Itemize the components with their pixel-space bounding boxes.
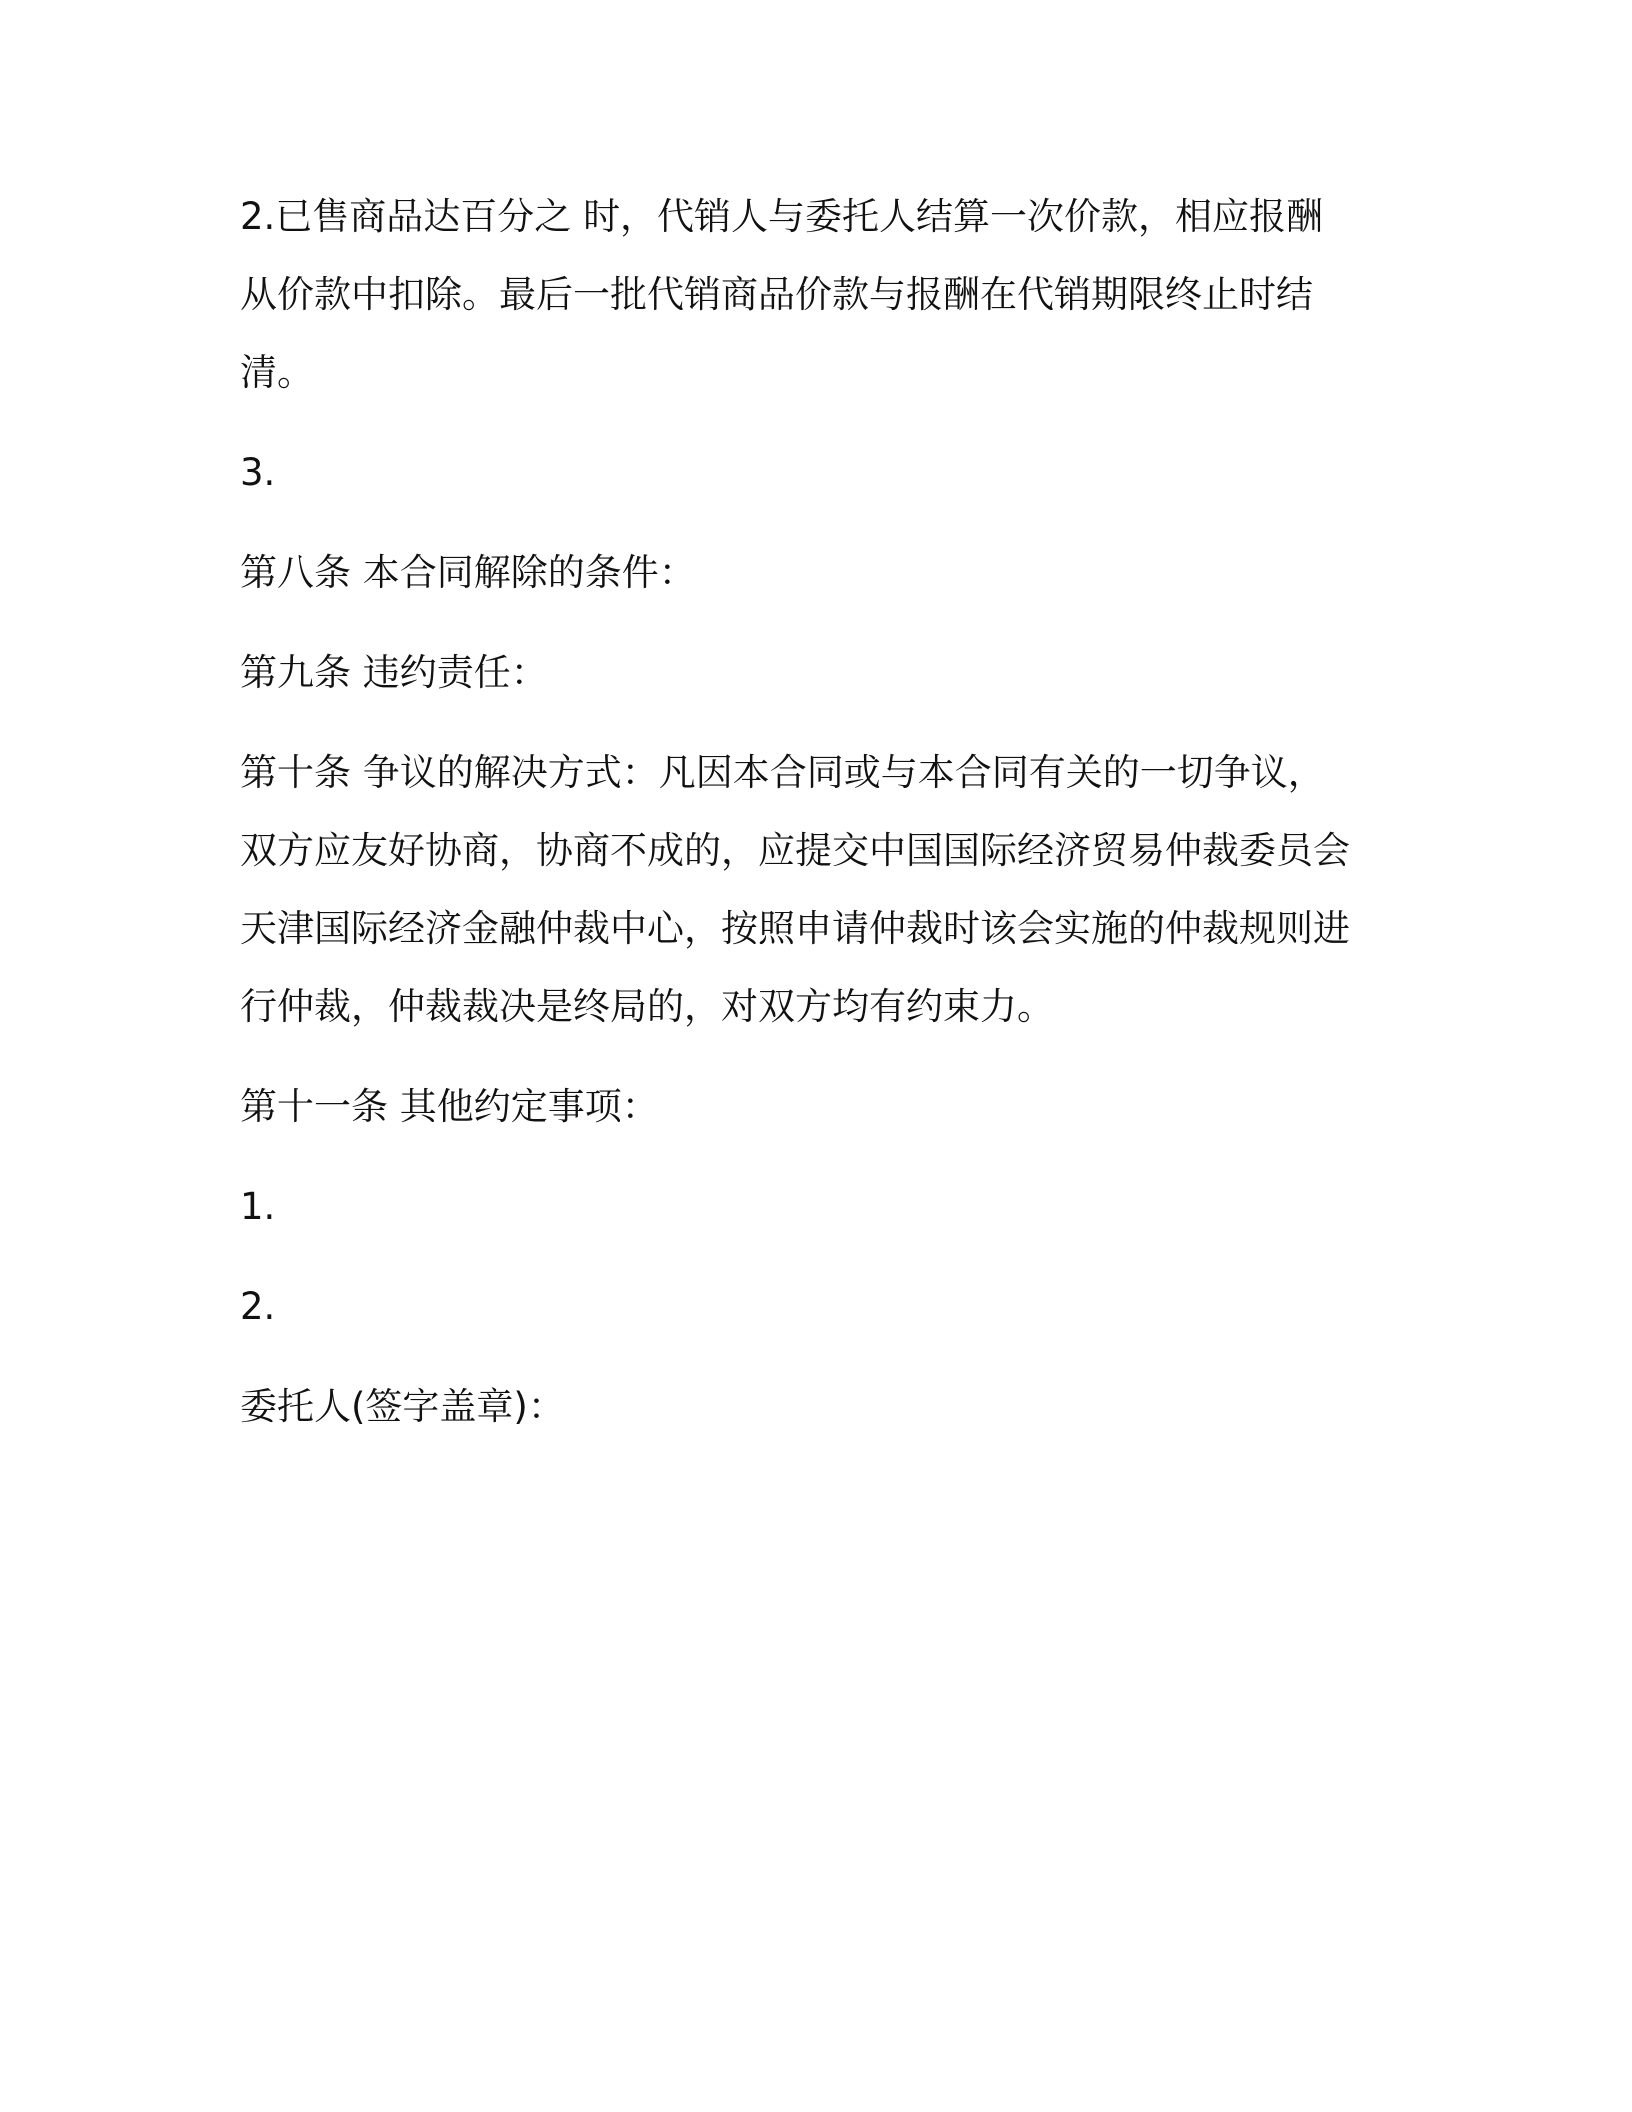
paragraph-settlement-clause: 2.已售商品达百分之 时，代销人与委托人结算一次价款，相应报酬从价款中扣除。最后一批代销商品价款与报酬在代销期限终止时结清。 xyxy=(240,195,1324,394)
paragraph-article-10: 第十条 争议的解决方式：凡因本合同或与本合同有关的一切争议，双方应友好协商，协商不成的，应提交中国国际经济贸易仲裁委员会天津国际经济金融仲裁中心，按照申请仲裁时该会实施的仲裁规则进行仲裁，仲裁裁决是终局的，对双方均有约束力。 xyxy=(240,751,1350,1028)
paragraph-article-8: 第八条 本合同解除的条件： xyxy=(240,551,696,594)
document-body xyxy=(240,178,1360,1468)
paragraph-article-9: 第九条 违约责任： xyxy=(240,651,548,694)
paragraph-item-1: 1. xyxy=(240,1185,276,1228)
paragraph-article-11: 第十一条 其他约定事项： xyxy=(240,1085,659,1128)
paragraph-principal-signature: 委托人(签字盖章)： xyxy=(240,1385,565,1428)
paragraph-item-3: 3. xyxy=(240,451,276,494)
paragraph-item-2: 2. xyxy=(240,1285,276,1328)
